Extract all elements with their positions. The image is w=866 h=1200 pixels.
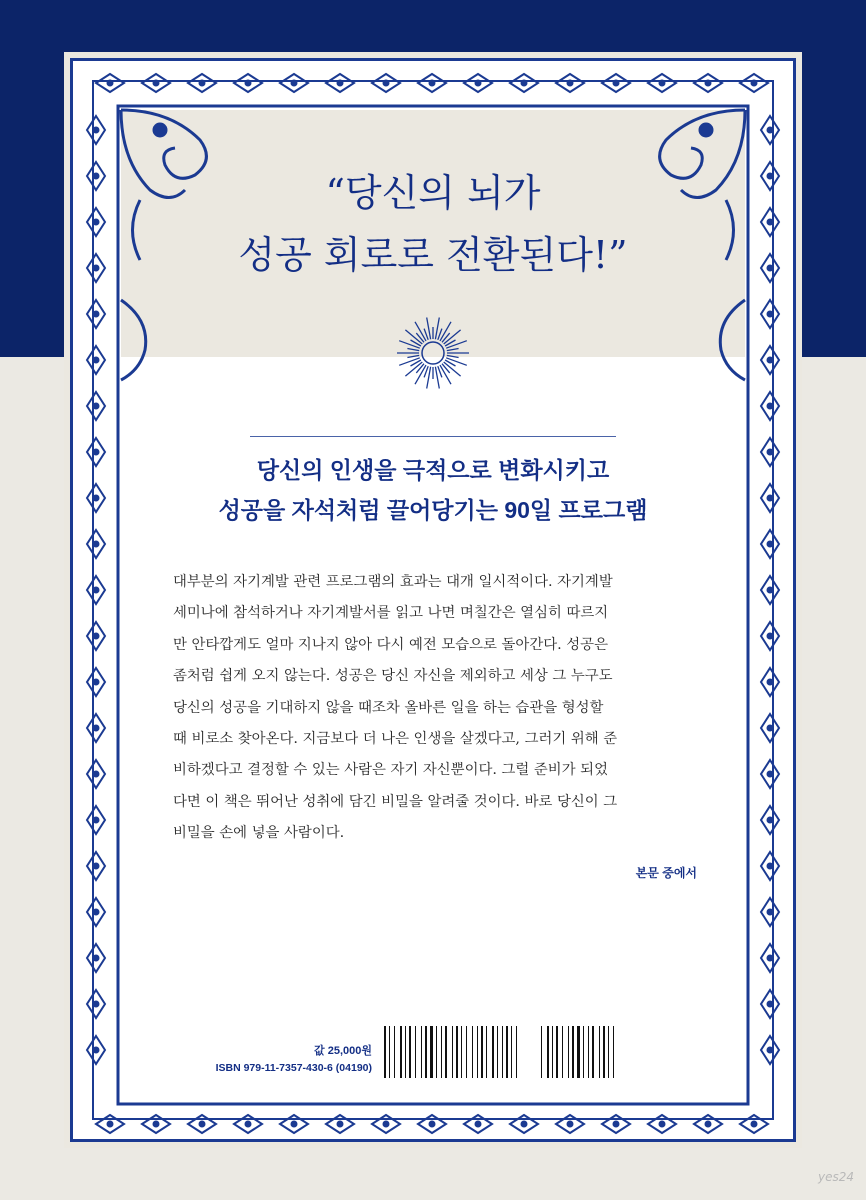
headline-quote bbox=[121, 162, 745, 286]
barcode-bar bbox=[472, 1026, 473, 1078]
sunburst-ray bbox=[399, 358, 420, 366]
barcode-bar bbox=[466, 1026, 467, 1078]
barcode-bar bbox=[384, 1026, 386, 1078]
border-dot bbox=[94, 910, 99, 915]
barcode-bar bbox=[592, 1026, 594, 1078]
excerpt-line: 대부분의 자기계발 관련 프로그램의 효과는 대개 일시적이다. 자기계발 bbox=[173, 574, 613, 590]
barcode-bar bbox=[481, 1026, 483, 1078]
barcode-bar bbox=[572, 1026, 574, 1078]
barcode-bar bbox=[552, 1026, 553, 1078]
border-dot bbox=[94, 818, 99, 823]
barcode-bar bbox=[461, 1026, 462, 1078]
border-dot bbox=[660, 81, 665, 86]
excerpt-line: 당신의 성공을 기대하지 않을 때조차 올바른 일을 하는 습관을 형성할 bbox=[173, 699, 604, 716]
border-dot bbox=[614, 81, 619, 86]
barcode-bar bbox=[421, 1026, 422, 1078]
barcode-bar bbox=[415, 1026, 416, 1078]
divider-line bbox=[250, 436, 616, 437]
barcode-bar bbox=[400, 1026, 402, 1078]
border-dot bbox=[154, 81, 159, 86]
barcode-bar bbox=[583, 1026, 584, 1078]
border-dot bbox=[246, 81, 251, 86]
barcode-bar bbox=[577, 1026, 580, 1078]
border-dot bbox=[430, 81, 435, 86]
price-label: 값 25,000원 bbox=[314, 1045, 372, 1057]
border-dot bbox=[522, 1122, 527, 1127]
border-dot bbox=[200, 81, 205, 86]
subtitle bbox=[121, 450, 745, 530]
border-dot bbox=[94, 220, 99, 225]
barcode-bar bbox=[613, 1026, 614, 1078]
border-dot bbox=[94, 174, 99, 179]
border-dot bbox=[752, 81, 757, 86]
barcode-bar bbox=[588, 1026, 589, 1078]
border-dot bbox=[752, 1122, 757, 1127]
corner-ornament-mid-right bbox=[720, 300, 745, 380]
border-dot bbox=[94, 450, 99, 455]
barcode-bar bbox=[456, 1026, 458, 1078]
border-dot bbox=[768, 220, 773, 225]
border-dot bbox=[768, 726, 773, 731]
barcode-bar bbox=[425, 1026, 427, 1078]
border-dot bbox=[94, 266, 99, 271]
barcode-bar bbox=[603, 1026, 605, 1078]
border-dot bbox=[768, 680, 773, 685]
border-dot bbox=[522, 81, 527, 86]
border-dot bbox=[768, 450, 773, 455]
border-dot bbox=[94, 772, 99, 777]
excerpt-line: 다면 이 책은 뛰어난 성취에 담긴 비밀을 알려줄 것이다. 바로 당신이 그 bbox=[173, 793, 618, 810]
border-dot bbox=[768, 404, 773, 409]
border-dot bbox=[706, 1122, 711, 1127]
border-dot bbox=[94, 496, 99, 501]
border-dot bbox=[476, 81, 481, 86]
barcode-bar bbox=[441, 1026, 442, 1078]
border-dot bbox=[660, 1122, 665, 1127]
border-dot bbox=[768, 1002, 773, 1007]
border-dot bbox=[94, 726, 99, 731]
border-dot bbox=[94, 956, 99, 961]
border-dot bbox=[430, 1122, 435, 1127]
border-dot bbox=[292, 1122, 297, 1127]
excerpt-line: 좀처럼 쉽게 오지 않는다. 성공은 당신 자신을 제외하고 세상 그 누구도 bbox=[173, 668, 613, 685]
barcode-bar bbox=[430, 1026, 433, 1078]
barcode-bar bbox=[452, 1026, 453, 1078]
barcode-bar bbox=[511, 1026, 512, 1078]
border-dot bbox=[94, 128, 99, 133]
border-dot bbox=[384, 1122, 389, 1127]
border-dot bbox=[292, 81, 297, 86]
border-dot bbox=[108, 1122, 113, 1127]
excerpt-line: 세미나에 참석하거나 자기계발서를 읽고 나면 며칠간은 열심히 따르지 bbox=[173, 605, 609, 622]
border-dot bbox=[768, 956, 773, 961]
sunburst-ray bbox=[407, 355, 419, 357]
watermark-logo: yes24 bbox=[818, 1170, 855, 1184]
barcode-bar bbox=[405, 1026, 406, 1078]
subtitle-line-2: 성공을 자석처럼 끌어당기는 90일 프로그램 bbox=[218, 497, 648, 523]
border-dot bbox=[154, 1122, 159, 1127]
barcode-bar bbox=[562, 1026, 563, 1078]
border-dot bbox=[768, 818, 773, 823]
barcode-bar bbox=[556, 1026, 558, 1078]
barcode-bar bbox=[477, 1026, 478, 1078]
border-dot bbox=[706, 81, 711, 86]
border-dot bbox=[568, 1122, 573, 1127]
barcode-bar bbox=[497, 1026, 498, 1078]
border-dot bbox=[768, 910, 773, 915]
border-dot bbox=[94, 588, 99, 593]
barcode-bar bbox=[409, 1026, 411, 1078]
barcode-bar bbox=[599, 1026, 600, 1078]
border-dot bbox=[94, 542, 99, 547]
border-dot bbox=[108, 81, 113, 86]
excerpt-line: 비밀을 손에 넣을 사람이다. bbox=[173, 825, 345, 842]
sunburst-ray bbox=[447, 349, 459, 351]
barcode-bar bbox=[516, 1026, 517, 1078]
barcode-bar bbox=[445, 1026, 447, 1078]
border-dot bbox=[338, 81, 343, 86]
sunburst-ray bbox=[446, 341, 467, 349]
headline-line-2: 성공 회로로 전환된다!” bbox=[238, 233, 628, 277]
border-dot bbox=[94, 1002, 99, 1007]
sunburst-ray bbox=[399, 341, 420, 349]
barcode-bar bbox=[436, 1026, 437, 1078]
sunburst-ray bbox=[447, 355, 459, 357]
barcode-bar bbox=[389, 1026, 390, 1078]
border-dot bbox=[768, 128, 773, 133]
barcode-bar bbox=[486, 1026, 487, 1078]
border-dot bbox=[768, 588, 773, 593]
barcode bbox=[384, 1026, 614, 1078]
border-dot bbox=[94, 680, 99, 685]
border-dot bbox=[94, 1048, 99, 1053]
sunburst-ray bbox=[446, 358, 467, 366]
border-dot bbox=[200, 1122, 205, 1127]
sunburst-ray bbox=[407, 349, 419, 351]
border-dot bbox=[94, 358, 99, 363]
border-dot bbox=[768, 634, 773, 639]
excerpt-body bbox=[173, 567, 697, 850]
isbn-label: ISBN 979-11-7357-430-6 (04190) bbox=[215, 1062, 372, 1074]
excerpt-line: 때 비로소 찾아온다. 지금보다 더 나은 인생을 살겠다고, 그러기 위해 준 bbox=[173, 731, 618, 748]
border-dot bbox=[768, 864, 773, 869]
sunburst-icon bbox=[397, 318, 469, 389]
border-dot bbox=[768, 266, 773, 271]
barcode-bar bbox=[502, 1026, 503, 1078]
barcode-bar bbox=[506, 1026, 508, 1078]
barcode-bar bbox=[568, 1026, 569, 1078]
border-dot bbox=[768, 358, 773, 363]
border-dot bbox=[94, 864, 99, 869]
border-dot bbox=[768, 496, 773, 501]
border-dot bbox=[384, 81, 389, 86]
border-dot bbox=[246, 1122, 251, 1127]
excerpt-line: 만 안타깝게도 얼마 지나지 않아 다시 예전 모습으로 돌아간다. 성공은 bbox=[173, 636, 608, 653]
excerpt-line: 비하겠다고 결정할 수 있는 사람은 자기 자신뿐이다. 그럴 준비가 되었 bbox=[173, 762, 608, 779]
subtitle-line-1: 당신의 인생을 극적으로 변화시키고 bbox=[256, 457, 610, 483]
border-dot bbox=[476, 1122, 481, 1127]
barcode-bar bbox=[541, 1026, 542, 1078]
border-dot bbox=[768, 312, 773, 317]
barcode-bar bbox=[492, 1026, 494, 1078]
excerpt-source: 본문 중에서 bbox=[635, 866, 697, 880]
border-dot bbox=[94, 634, 99, 639]
border-dot bbox=[768, 542, 773, 547]
corner-ornament-mid-left bbox=[121, 300, 146, 380]
border-dot bbox=[614, 1122, 619, 1127]
border-dot bbox=[94, 404, 99, 409]
headline-line-1: “당신의 뇌가 bbox=[325, 171, 541, 215]
border-dot bbox=[338, 1122, 343, 1127]
border-dot bbox=[768, 174, 773, 179]
border-dot bbox=[94, 312, 99, 317]
barcode-bar bbox=[547, 1026, 549, 1078]
border-dot bbox=[568, 81, 573, 86]
border-dot bbox=[768, 1048, 773, 1053]
barcode-bar bbox=[608, 1026, 609, 1078]
barcode-bar bbox=[394, 1026, 395, 1078]
border-dot bbox=[768, 772, 773, 777]
